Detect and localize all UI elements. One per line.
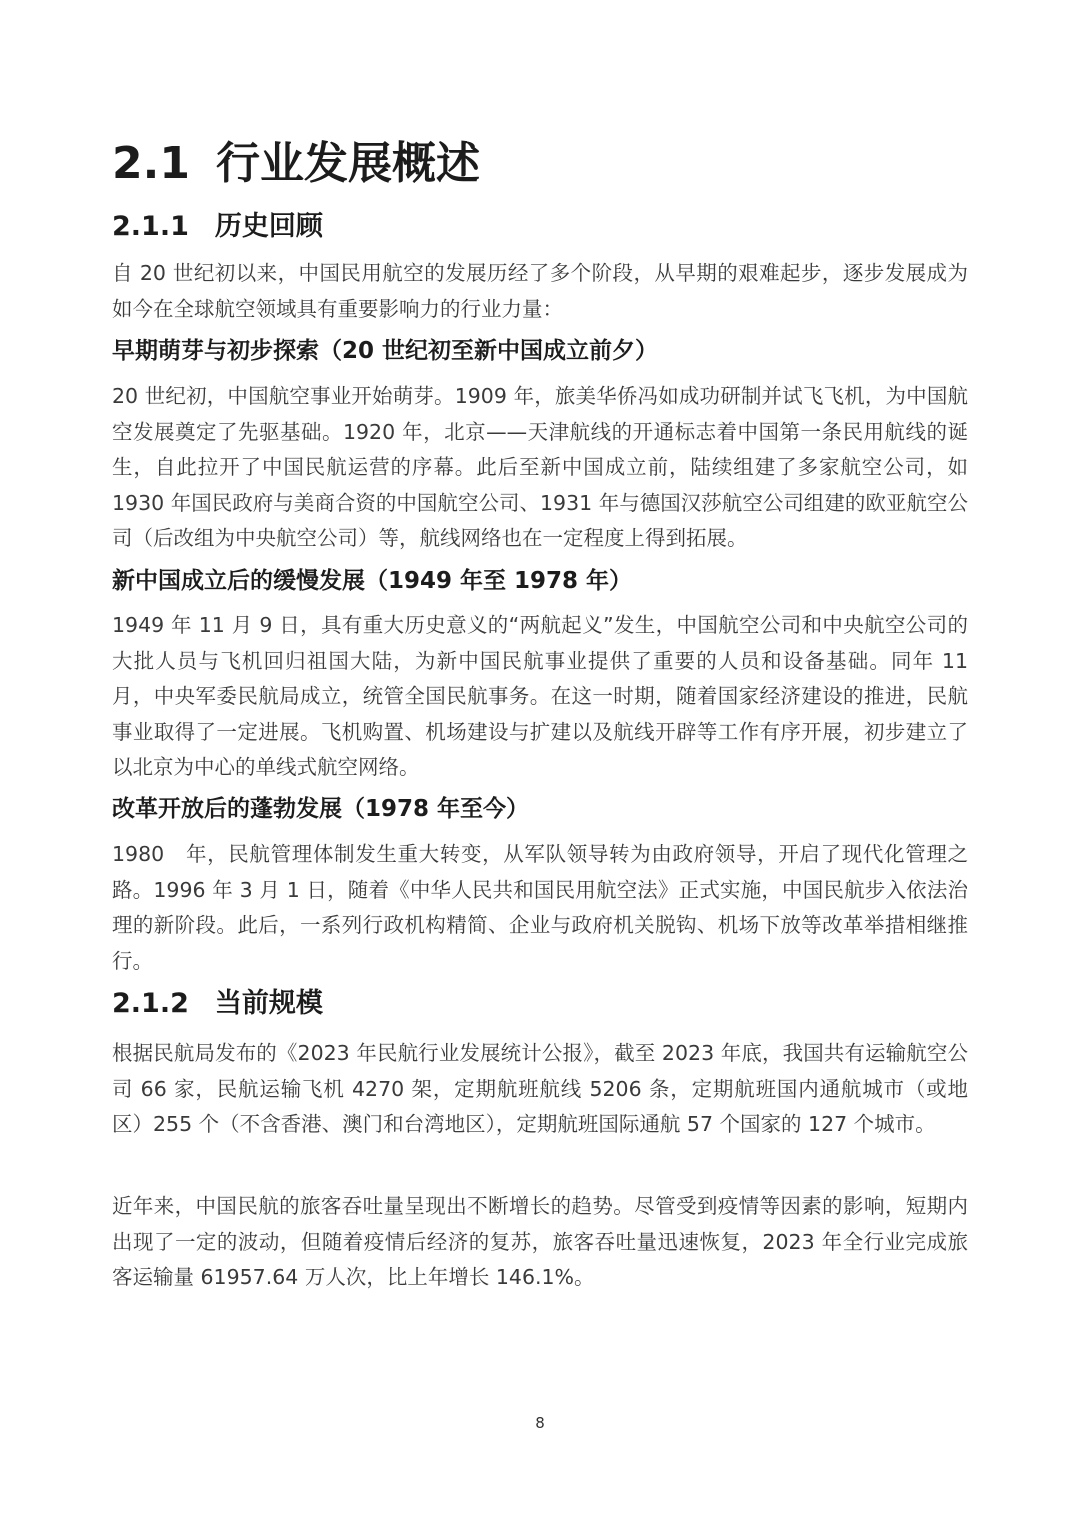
subsection-number: 2.1.1 (112, 211, 189, 242)
subsection-heading-history (112, 207, 323, 247)
period-heading-reform: 改革开放后的蓬勃发展（1978 年至今） (112, 796, 530, 822)
period-paragraph-post-1949: 1949 年 11 月 9 日，具有重大历史意义的“两航起义”发生，中国航空公司和中央航空公司的大批人员与飞机回归祖国大陆，为新中国民航事业提供了重要的人员和设备基础。同年 11 月，中央军委民航局成立，统管全国民航事务。在这一时期，随着国家经济建设的推进，民航事业取得了一定进展。飞机购置、机场建设与扩建以及航线开辟等工作有序开展，初步建立了以北京为中心的单线式航空网络。 (112, 613, 968, 779)
period-paragraph-early: 20 世纪初，中国航空事业开始萌芽。1909 年，旅美华侨冯如成功研制并试飞飞机，为中国航空发展奠定了先驱基础。1920 年，北京——天津航线的开通标志着中国第一条民用航线的诞生，自此拉开了中国民航运营的序幕。此后至新中国成立前，陆续组建了多家航空公司，如 1930 年国民政府与美商合资的中国航空公司、1931 年与德国汉莎航空公司组建的欧亚航空公司（后改组为中央航空公司）等，航线网络也在一定程度上得到拓展。 (112, 384, 968, 550)
history-intro-paragraph: 自 20 世纪初以来，中国民用航空的发展历经了多个阶段，从早期的艰难起步，逐步发展成为如今在全球航空领域具有重要影响力的行业力量： (112, 261, 968, 321)
subsection-number: 2.1.2 (112, 988, 189, 1019)
subsection-title: 当前规模 (214, 988, 323, 1019)
page-number: 8 (535, 1414, 545, 1432)
section-title: 行业发展概述 (215, 138, 480, 189)
subsection-heading-scale (112, 984, 323, 1024)
subsection-title: 历史回顾 (214, 211, 323, 242)
period-heading-post-1949: 新中国成立后的缓慢发展（1949 年至 1978 年） (112, 568, 633, 594)
scale-paragraph-2: 近年来，中国民航的旅客吞吐量呈现出不断增长的趋势。尽管受到疫情等因素的影响，短期内出现了一定的波动，但随着疫情后经济的复苏，旅客吞吐量迅速恢复，2023 年全行业完成旅客运输量 61957.64 万人次，比上年增长 146.1%。 (112, 1194, 968, 1289)
period-heading-early: 早期萌芽与初步探索（20 世纪初至新中国成立前夕） (112, 338, 659, 364)
section-heading (112, 134, 480, 194)
scale-paragraph-1: 根据民航局发布的《2023 年民航行业发展统计公报》，截至 2023 年底，我国共有运输航空公司 66 家，民航运输飞机 4270 架，定期航班航线 5206 条，定期航班国内通航城市（或地区）255 个（不含香港、澳门和台湾地区），定期航班国际通航 57 个国家的 127 个城市。 (112, 1041, 968, 1136)
period-paragraph-reform: 1980 年，民航管理体制发生重大转变，从军队领导转为由政府领导，开启了现代化管理之路。1996 年 3 月 1 日，随着《中华人民共和国民用航空法》正式实施，中国民航步入依法治理的新阶段。此后，一系列行政机构精简、企业与政府机关脱钩、机场下放等改革举措相继推行。 (112, 842, 968, 973)
section-number: 2.1 (112, 138, 190, 189)
